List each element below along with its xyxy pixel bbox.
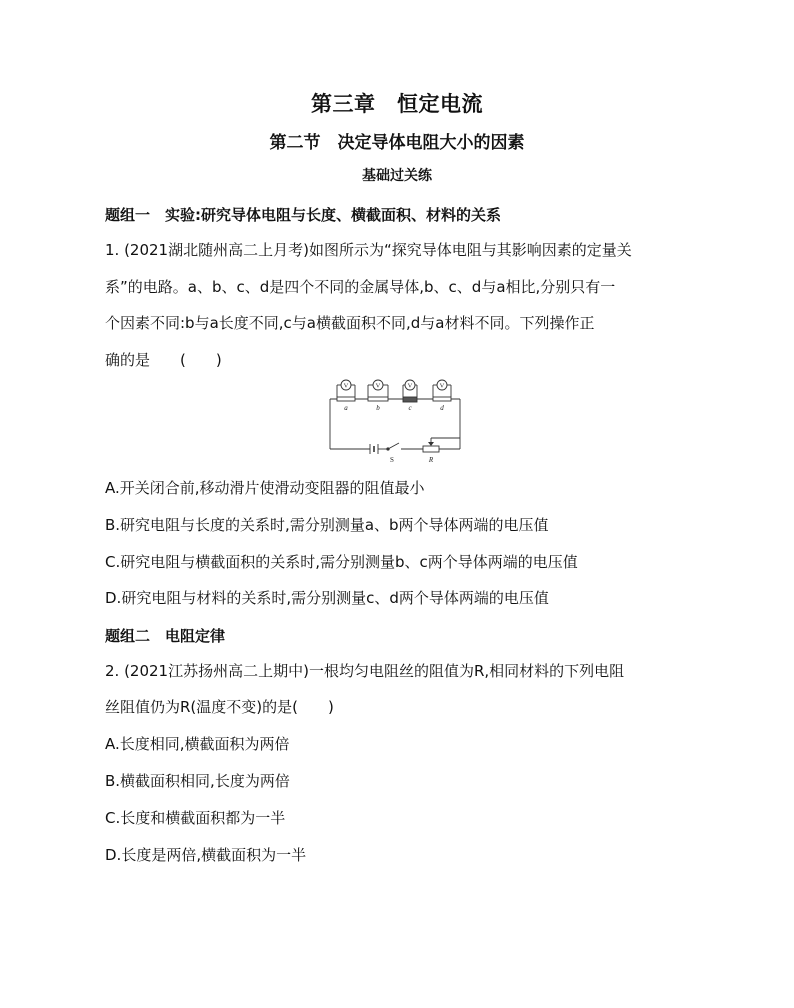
group1-title: 题组一 实验:研究导体电阻与长度、横截面积、材料的关系 xyxy=(105,206,502,224)
subsection-title: 基础过关练 xyxy=(362,168,432,184)
circuit-diagram xyxy=(325,376,465,468)
q2-line2: 丝阻值仍为R(温度不变)的是( ) xyxy=(105,698,334,716)
voltmeter-label: V xyxy=(343,382,349,390)
q1-line2: 系”的电路。a、b、c、d是四个不同的金属导体,b、c、d与a相比,分别只有一 xyxy=(105,278,616,296)
q1-option-d[interactable]: D.研究电阻与材料的关系时,需分别测量c、d两个导体两端的电压值 xyxy=(105,589,549,607)
q1-line1: 1. (2021湖北随州高二上月考)如图所示为“探究导体电阻与其影响因素的定量关 xyxy=(105,241,632,259)
slider-arrow-icon xyxy=(428,442,434,446)
q2-option-b[interactable]: B.横截面积相同,长度为两倍 xyxy=(105,772,290,790)
q2-option-d[interactable]: D.长度是两倍,横截面积为一半 xyxy=(105,846,307,864)
conductor-label-c: c xyxy=(408,404,412,412)
q2-option-c[interactable]: C.长度和横截面积都为一半 xyxy=(105,809,286,827)
q1-line4: 确的是 ( ) xyxy=(105,351,222,369)
q1-line3: 个因素不同:b与a长度不同,c与a横截面积不同,d与a材料不同。下列操作正 xyxy=(105,314,595,332)
conductor-label-b: b xyxy=(376,404,380,412)
voltmeter-label: V xyxy=(407,382,413,390)
q1-option-b[interactable]: B.研究电阻与长度的关系时,需分别测量a、b两个导体两端的电压值 xyxy=(105,516,549,534)
group2-title: 题组二 电阻定律 xyxy=(105,627,226,645)
q1-option-a[interactable]: A.开关闭合前,移动滑片使滑动变阻器的阻值最小 xyxy=(105,479,425,497)
conductor-label-d: d xyxy=(440,404,444,412)
rheostat-label: R xyxy=(428,456,434,464)
conductor-label-a: a xyxy=(344,404,348,412)
voltmeter-label: V xyxy=(375,382,381,390)
q2-line1: 2. (2021江苏扬州高二上期中)一根均匀电阻丝的阻值为R,相同材料的下列电阻 xyxy=(105,662,625,680)
q1-option-c[interactable]: C.研究电阻与横截面积的关系时,需分别测量b、c两个导体两端的电压值 xyxy=(105,553,578,571)
switch-label: S xyxy=(390,456,394,464)
section-title: 第二节 决定导体电阻大小的因素 xyxy=(269,133,525,153)
chapter-title: 第三章 恒定电流 xyxy=(311,92,483,116)
voltmeter-label: V xyxy=(439,382,445,390)
q2-option-a[interactable]: A.长度相同,横截面积为两倍 xyxy=(105,735,290,753)
